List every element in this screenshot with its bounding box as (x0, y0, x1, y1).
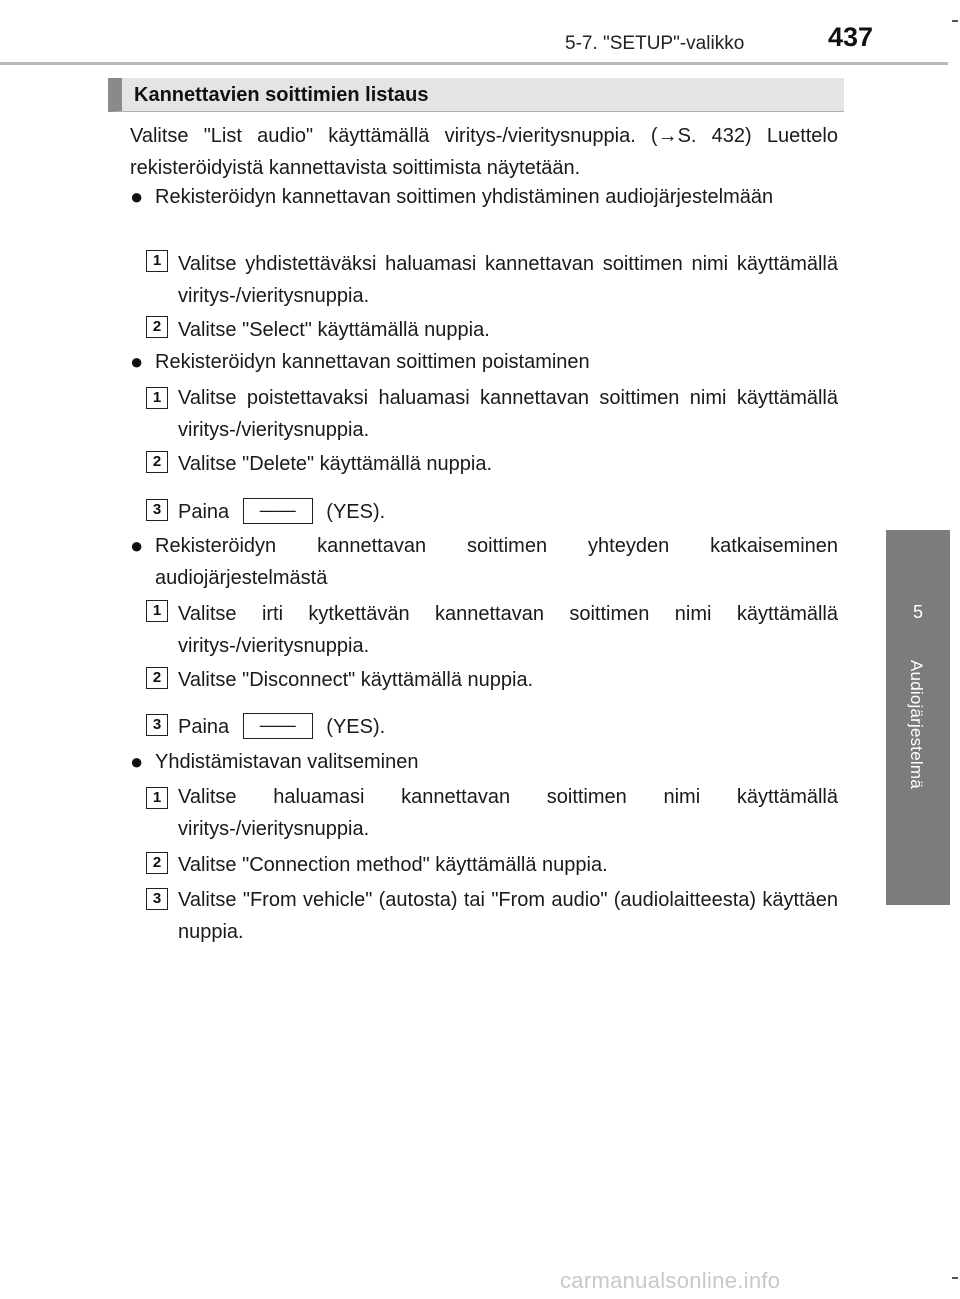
step-text (178, 711, 838, 743)
step-text (178, 496, 838, 528)
bullet-icon: ● (130, 749, 144, 774)
bullet-icon: ● (130, 184, 144, 209)
chapter-side-tab (886, 530, 950, 905)
page-number: 437 (828, 22, 874, 52)
section-header (108, 78, 844, 112)
page-header (0, 0, 960, 70)
step-number-badge: 2 (146, 667, 168, 689)
step-number-badge: 1 (146, 387, 168, 409)
step-number-badge: 1 (146, 787, 168, 809)
step-text: Valitse "Delete" käyttämällä nuppia. (178, 453, 492, 475)
watermark: carmanualsonline.info (560, 1268, 781, 1293)
step-number-badge: 3 (146, 499, 168, 521)
step-text: Valitse "Connection method" käyttämällä nuppia. (178, 854, 608, 876)
chapter-number: 5 (912, 602, 923, 622)
step-text: Valitse "Disconnect" käyttämällä nuppia. (178, 669, 534, 691)
chapter-label: Audiojärjestelmä (907, 660, 926, 789)
step-number-badge: 2 (146, 451, 168, 473)
section-title: Kannettavien soittimien listaus (134, 84, 429, 106)
step-suffix: (YES). (326, 716, 386, 738)
step-text: Valitse "From vehicle" (autosta) tai "From audio" (audiolaitteesta) käyttäen nuppia. (178, 889, 838, 943)
chapter-title: 5-7. "SETUP"-valikko (565, 33, 745, 54)
step-number-badge: 3 (146, 714, 168, 736)
step-number-badge: 2 (146, 852, 168, 874)
step-number-badge: 3 (146, 888, 168, 910)
step-text: Valitse "Select" käyttämällä nuppia. (178, 319, 490, 341)
step-number-badge: 1 (146, 600, 168, 622)
step-number-badge: 1 (146, 250, 168, 272)
step-text: Valitse haluamasi kannettavan soittimen nimi käyttämällä viritys-/vieritysnuppia. (178, 786, 838, 840)
step-prefix: Paina (178, 501, 230, 523)
bullet-icon: ● (130, 533, 144, 558)
yes-button-symbol: —— (243, 713, 313, 739)
step-prefix: Paina (178, 716, 230, 738)
step-suffix: (YES). (326, 501, 386, 523)
bullet-icon: ● (130, 349, 144, 374)
group-title: Yhdistämistavan valitseminen (155, 751, 419, 773)
group-title: Rekisteröidyn kannettavan soittimen yhdistäminen audiojärjestelmään (155, 186, 774, 208)
group-title: Rekisteröidyn kannettavan soittimen poistaminen (155, 351, 590, 373)
header-rule (0, 62, 948, 65)
corner-tick-bottom (952, 1277, 958, 1279)
group-title: Rekisteröidyn kannettavan soittimen yhteyden katkaiseminen audiojärjestelmästä (155, 535, 838, 589)
step-text: Valitse irti kytkettävän kannettavan soittimen nimi käyttämällä viritys-/vieritysnuppia. (178, 603, 838, 657)
step-text: Valitse poistettavaksi haluamasi kannettavan soittimen nimi käyttämällä viritys-/vieritysnuppia. (178, 387, 838, 441)
yes-button-symbol: —— (243, 498, 313, 524)
step-text: Valitse yhdistettäväksi haluamasi kannettavan soittimen nimi käyttämällä viritys-/vieritysnuppia. (178, 253, 838, 307)
step-number-badge: 2 (146, 316, 168, 338)
corner-tick-top (952, 20, 958, 22)
intro-paragraph: Valitse "List audio" käyttämällä viritys-/vieritysnuppia. (→S. 432) Luettelo rekisteröidyistä kannettavista soittimista näytetään. (130, 125, 838, 179)
